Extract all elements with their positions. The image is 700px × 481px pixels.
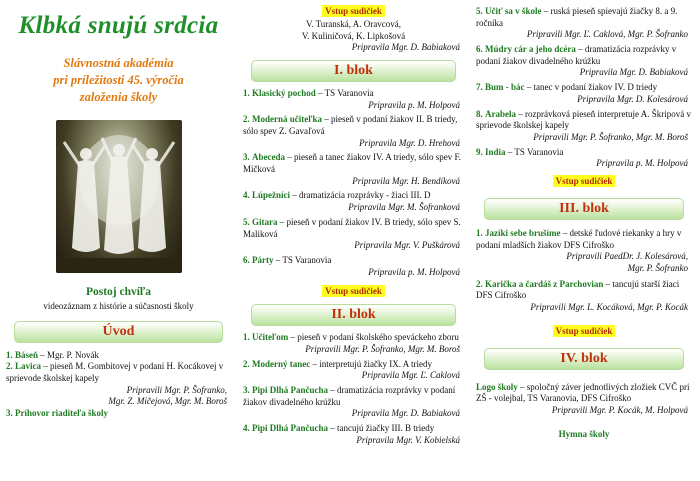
postoj-title: Postoj chvíľa — [85, 285, 152, 298]
prepared-by: Pripravila Mgr. V. Kobielská — [356, 434, 460, 445]
prepared-by: Pripravili Mgr. L. Kocáková, Mgr. P. Kocák — [530, 301, 688, 312]
list-item: 9. India – TS Varanovia — [476, 146, 564, 157]
column-right — [470, 0, 700, 481]
list-item: 3. Príhovor riaditeľa školy — [6, 407, 109, 418]
uvod-list — [6, 350, 231, 420]
list-item: 1. Báseň – Mgr. P. Novák — [6, 349, 100, 360]
prepared-by: Pripravili Mgr. P. Šofranko, Mgr. M. Boroš — [533, 131, 688, 142]
dancers-illustration — [56, 120, 182, 273]
prepared-by: Pripravili PaedDr. J. Kolesárová, Mgr. P. Šofranko — [566, 251, 688, 273]
list-item: 2. Lavica – pieseň M. Gombitovej v podaní H. Kocákovej v sprievode školskej kapely — [6, 361, 224, 383]
list-item: 1. Klasický pochod – TS Varanovia — [243, 87, 374, 98]
list-item: 7. Bum - bác – tanec v podaní žiakov IV. D triedy — [476, 82, 658, 93]
prepared-by: Pripravila Mgr. H. Bendíková — [352, 175, 460, 186]
list-item: 1. Učiteľom – pieseň v podaní školského speváckeho zboru — [243, 332, 459, 343]
dancers-photo — [56, 120, 182, 273]
list-item: 2. Moderná učiteľka – pieseň v podaní žiakov II. B triedy, sólo spev Z. Gavaľová — [243, 114, 458, 136]
list-item: 4. Pipi Dlhá Pančucha – tancujú žiačky III. B triedy — [243, 422, 435, 433]
prepared-by: Pripravili Mgr. P. Šofranko, Mgr. Z. Mičejová, Mgr. M. Boroš — [108, 384, 227, 407]
prepared-by: Pripravila Mgr. D. Babiaková — [579, 67, 688, 78]
prepared-by: Pripravila Mgr. D. Kolesárová — [577, 93, 688, 104]
prepared-by: Pripravili Mgr. Ľ. Caklová, Mgr. P. Šofranko — [526, 29, 688, 40]
list-item: 3. Pipi Dlhá Pančucha – dramatizácia rozprávky v podaní žiakov divadelného krúžku — [243, 384, 456, 407]
list-item: 3. Abeceda – pieseň a tanec žiakov IV. A triedy, sólo spev F. Mičková — [243, 152, 461, 175]
list-item: 6. Párty – TS Varanovia — [243, 254, 332, 265]
list-item: 5. Gitara – pieseň v podaní žiakov IV. B triedy, sólo spev S. Maliková — [243, 216, 461, 239]
leaflet-title: Klbká snujú srdcia — [18, 12, 219, 39]
vstup-badge: Vstup sudičiek — [243, 6, 464, 19]
section-banner-blok1: I. blok — [251, 60, 456, 82]
section-banner-blok4: IV. blok — [484, 348, 684, 370]
prepared-by: Pripravila Mgr. D. Babiaková — [351, 42, 460, 53]
list-item: 5. Učiť sa v škole – ruská pieseň spievajú žiačky 8. a 9. ročníka — [476, 6, 678, 28]
event-subtitle: Slávnostná akadémia pri príležitosti 45. výročia založenia školy — [53, 56, 184, 104]
prepared-by: Pripravila Mgr. D. Hrehová — [359, 137, 460, 148]
blok1-list — [243, 88, 464, 278]
list-item: 6. Múdry cár a jeho dcéra – dramatizácia rozprávky v podaní žiakov divadelného krúžku — [476, 44, 677, 66]
section-banner-blok3: III. blok — [484, 198, 684, 220]
performer-names: V. Turanská, A. Oravcová, V. Kuliničová, K. Lipkošová — [301, 18, 406, 41]
column-left — [0, 0, 237, 481]
prepared-by: Pripravila Mgr. Ľ. Caklová — [361, 370, 460, 381]
list-item: Logo školy – spoločný záver jednotlivých zložiek CVČ pri ZŠ - volejbal, TS Varanovia, DFS Cifroško — [476, 381, 690, 404]
column-middle — [237, 0, 470, 481]
closing-hymn: Hymna školy — [558, 428, 610, 439]
vstup-badge: Vstup sudičiek — [243, 286, 464, 299]
prepared-by: Pripravila p. M. Holpová — [596, 158, 688, 169]
section-banner-blok2: II. blok — [251, 304, 456, 326]
list-item: 2. Karička a čardáš z Parchovian – tancujú starší žiaci DFS Cifroško — [476, 278, 680, 301]
vstup-badge: Vstup sudičiek — [476, 326, 692, 339]
section-banner-uvod: Úvod — [14, 321, 223, 343]
prepared-by: Pripravila Mgr. V. Puškárová — [354, 240, 460, 251]
blok2-continued-list — [476, 6, 692, 170]
blok2-list — [243, 332, 464, 446]
prepared-by: Pripravila Mgr. D. Babiaková — [351, 408, 460, 419]
prepared-by: Pripravili Mgr. P. Kocák, M. Holpová — [551, 404, 688, 415]
list-item: 8. Arabela – rozprávková pieseň interpretuje A. Škripová v sprievode školskej kapely — [476, 108, 691, 131]
list-item: 4. Lúpežníci – dramatizácia rozprávky - žiaci III. D — [243, 190, 431, 201]
prepared-by: Pripravili Mgr. P. Šofranko, Mgr. M. Boroš — [305, 343, 460, 354]
list-item: 2. Moderný tanec – interpretujú žiačky IX. A triedy — [243, 358, 432, 369]
postoj-subtitle: videozáznam z histórie a súčasnosti školy — [43, 301, 194, 312]
prepared-by: Pripravila p. M. Holpová — [368, 99, 460, 110]
blok3-list — [476, 228, 692, 314]
vstup-badge: Vstup sudičiek — [476, 176, 692, 189]
prepared-by: Pripravila Mgr. M. Šofranková — [348, 202, 460, 213]
list-item: 1. Jazíki sebe brušíme – detské ľudové riekanky a hry v podaní mladších žiakov DFS Cifroško — [476, 227, 682, 250]
prepared-by: Pripravila p. M. Holpová — [368, 266, 460, 277]
